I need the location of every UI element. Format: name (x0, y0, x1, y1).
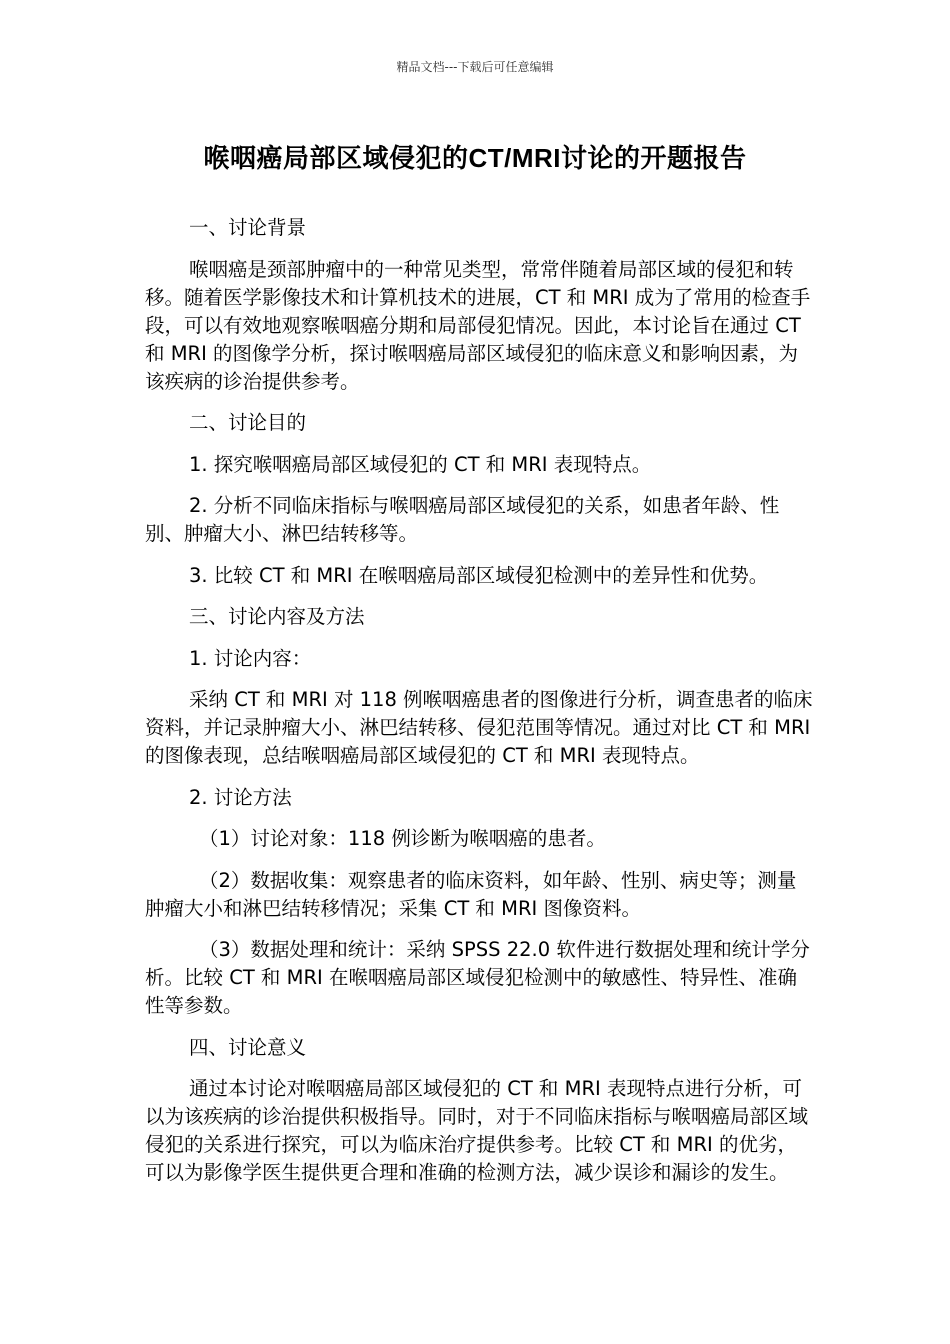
section-heading-background: 一、讨论背景 (189, 216, 307, 239)
section-heading-significance: 四、讨论意义 (189, 1035, 307, 1059)
purpose-item-1: 1. 探究喉咽癌局部区域侵犯的 CT 和 MRI 表现特点。 (189, 452, 652, 476)
header-note: 精品文档---下载后可任意编辑 (396, 60, 554, 74)
method-item-2: （2）数据收集：观察患者的临床资料，如年龄、性别、病史等；测量肿瘤大小和淋巴结转移情况；采集 CT 和 MRI 图像资料。 (145, 868, 797, 920)
method-item-1: （1）讨论对象：118 例诊断为喉咽癌的患者。 (199, 827, 606, 850)
section-heading-content-method: 三、讨论内容及方法 (189, 605, 365, 628)
purpose-item-3: 3. 比较 CT 和 MRI 在喉咽癌局部区域侵犯检测中的差异性和优势。 (189, 563, 769, 587)
paragraph-content: 采纳 CT 和 MRI 对 118 例喉咽癌患者的图像进行分析，调查患者的临床资料，并记录肿瘤大小、淋巴结转移、侵犯范围等情况。通过对比 CT 和 MRI 的图像表现，总结喉咽癌局部区域侵犯的 CT 和 MRI 表现特点。 (145, 688, 813, 767)
method-item-3: （3）数据处理和统计：采纳 SPSS 22.0 软件进行数据处理和统计学分析。比较 CT 和 MRI 在喉咽癌局部区域侵犯检测中的敏感性、特异性、准确性等参数。 (145, 938, 810, 1017)
subheading-content: 1. 讨论内容： (189, 646, 312, 670)
paragraph-significance: 通过本讨论对喉咽癌局部区域侵犯的 CT 和 MRI 表现特点进行分析，可以为该疾病的诊治提供积极指导。同时，对于不同临床指标与喉咽癌局部区域侵犯的关系进行探究，可以为临床治疗提供参考。比较 CT 和 MRI 的优劣，可以为影像学医生提供更合理和准确的检测方法，减少误诊和漏诊的发生。 (145, 1077, 809, 1184)
subheading-method: 2. 讨论方法 (189, 785, 292, 809)
section-heading-purpose: 二、讨论目的 (189, 411, 307, 434)
document-body (145, 214, 813, 1201)
paragraph-background: 喉咽癌是颈部肿瘤中的一种常见类型，常常伴随着局部区域的侵犯和转移。随着医学影像技术和计算机技术的进展，CT 和 MRI 成为了常用的检查手段，可以有效地观察喉咽癌分期和局部侵犯情况。因此，本讨论旨在通过 CT 和 MRI 的图像学分析，探讨喉咽癌局部区域侵犯的临床意义和影响因素，为该疾病的诊治提供参考。 (145, 257, 811, 393)
page-title: 喉咽癌局部区域侵犯的CT/MRI讨论的开题报告 (203, 143, 747, 173)
purpose-item-2: 2. 分析不同临床指标与喉咽癌局部区域侵犯的关系，如患者年龄、性别、肿瘤大小、淋巴结转移等。 (145, 494, 780, 545)
